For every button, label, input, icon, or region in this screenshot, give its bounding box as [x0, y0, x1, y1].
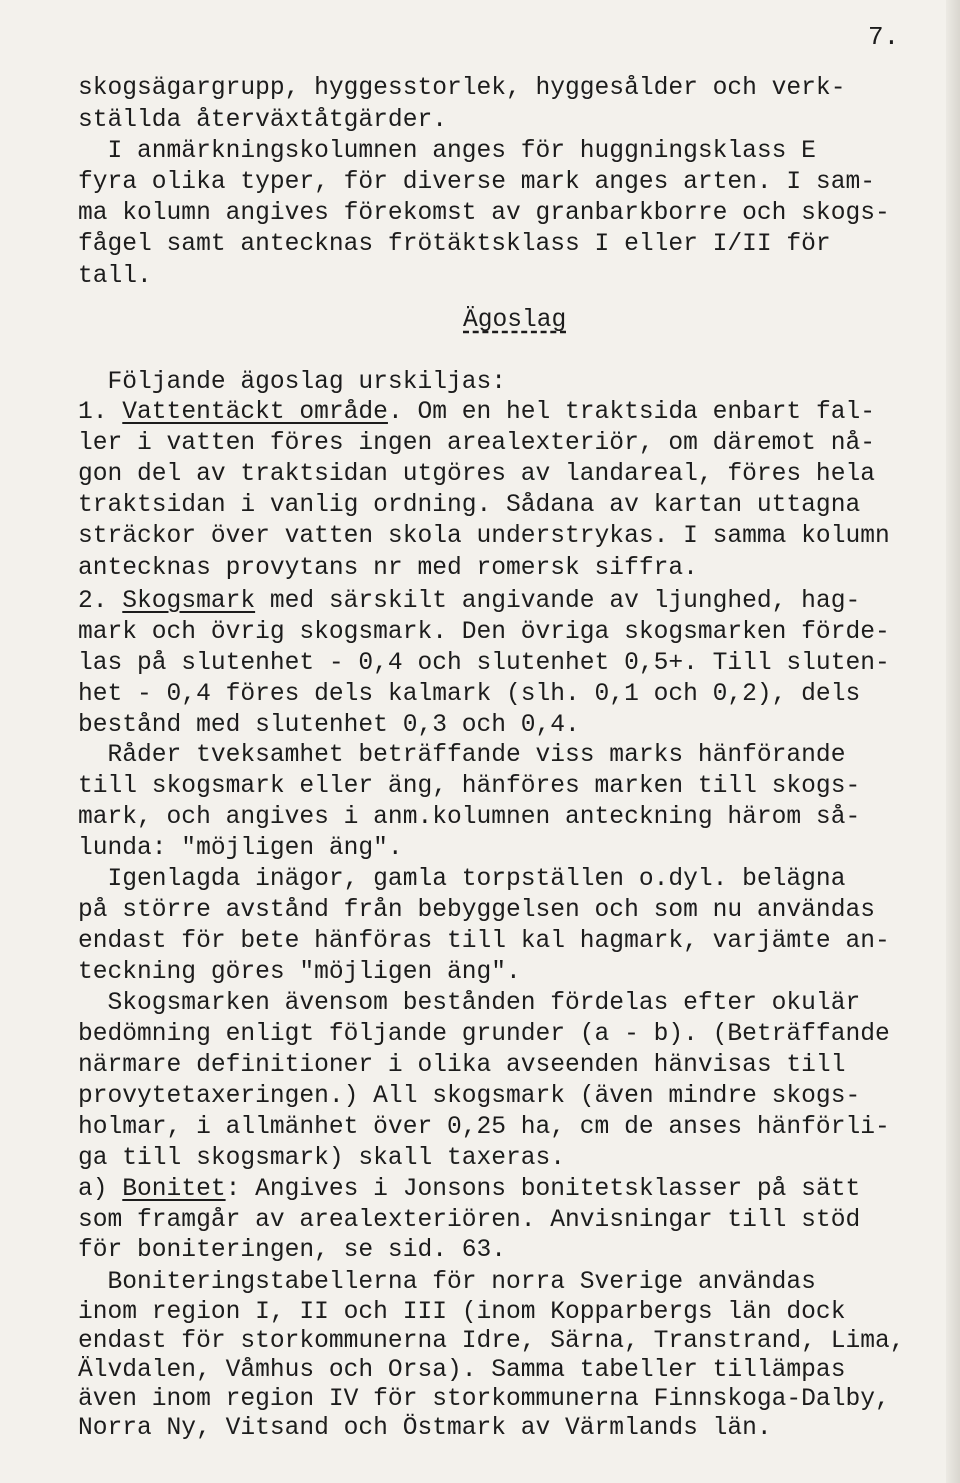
text-line: tall. [78, 263, 152, 290]
text-line: Råder tveksamhet beträffande viss marks hänförande [78, 742, 846, 769]
text-line: Igenlagda inägor, gamla torpställen o.dyl. belägna [78, 866, 846, 893]
text-line: las på slutenhet - 0,4 och slutenhet 0,5+. Till sluten- [78, 650, 890, 677]
text-line: som framgår av arealexteriören. Anvisningar till stöd [78, 1207, 861, 1234]
text-line: holmar, i allmänhet över 0,25 ha, cm de anses hänförli- [78, 1114, 890, 1141]
text-line: skogsägargrupp, hyggesstorlek, hyggesålder och verk- [78, 75, 846, 102]
text-line: het - 0,4 föres dels kalmark (slh. 0,1 och 0,2), dels [78, 681, 861, 708]
text-line: mark och övrig skogsmark. Den övriga skogsmarken förde- [78, 619, 890, 646]
page-edge-shadow [946, 0, 960, 1483]
text-line: teckning göres "möjligen äng". [78, 959, 521, 986]
text-line: antecknas provytans nr med romersk siffra. [78, 555, 698, 582]
text-line: I anmärkningskolumnen anges för huggningsklass E [78, 138, 816, 165]
text-line: för boniteringen, se sid. 63. [78, 1237, 507, 1264]
page-number: 7. [868, 22, 900, 52]
text-line: bedömning enligt följande grunder (a - b). (Beträffande [78, 1021, 890, 1048]
text-line: sträckor över vatten skola understrykas. I samma kolumn [78, 523, 890, 550]
text-line: traktsidan i vanlig ordning. Sådana av kartan uttagna [78, 492, 861, 519]
text-line: endast för bete hänföras till kal hagmark, varjämte an- [78, 928, 890, 955]
text-line: provytetaxeringen.) All skogsmark (även mindre skogs- [78, 1083, 861, 1110]
text-line: bestånd med slutenhet 0,3 och 0,4. [78, 712, 580, 739]
text-line: endast för storkommunerna Idre, Särna, Transtrand, Lima, [78, 1328, 905, 1355]
text-line: Följande ägoslag urskiljas: [78, 369, 507, 396]
text-line: mark, och angives i anm.kolumnen anteckning härom så- [78, 804, 861, 831]
text-line: på större avstånd från bebyggelsen och som nu användas [78, 897, 875, 924]
text-line: ler i vatten föres ingen arealexteriör, om däremot nå- [78, 430, 875, 457]
text-line: till skogsmark eller äng, hänföres marken till skogs- [78, 773, 861, 800]
text-line: Älvdalen, Våmhus och Orsa). Samma tabeller tillämpas [78, 1357, 846, 1384]
text-line: a) Bonitet: Angives i Jonsons bonitetsklasser på sätt [78, 1176, 861, 1203]
text-line: ma kolumn angives förekomst av granbarkborre och skogs- [78, 200, 890, 227]
text-line: Boniteringstabellerna för norra Sverige användas [78, 1269, 816, 1296]
text-line: Norra Ny, Vitsand och Östmark av Värmlands län. [78, 1415, 772, 1442]
text-line: lunda: "möjligen äng". [78, 835, 403, 862]
text-line: närmare definitioner i olika avseenden hänvisas till [78, 1052, 846, 1079]
text-line: 2. Skogsmark med särskilt angivande av ljunghed, hag- [78, 588, 861, 615]
text-line: 1. Vattentäckt område. Om en hel traktsida enbart fal- [78, 399, 875, 426]
text-line: inom region I, II och III (inom Kopparbergs län dock [78, 1299, 846, 1326]
text-line: Skogsmarken ävensom bestånden fördelas efter okulär [78, 990, 861, 1017]
text-line: ga till skogsmark) skall taxeras. [78, 1145, 566, 1172]
text-line: fågel samt antecknas frötäktsklass I eller I/II för [78, 231, 831, 258]
text-line: ställda återväxtåtgärder. [78, 107, 447, 134]
text-line: gon del av traktsidan utgöres av landareal, föres hela [78, 461, 875, 488]
text-line: även inom region IV för storkommunerna Finnskoga-Dalby, [78, 1386, 890, 1413]
section-heading-agoslag: Ägoslag [463, 307, 567, 334]
text-line: fyra olika typer, för diverse mark anges arten. I sam- [78, 169, 875, 196]
